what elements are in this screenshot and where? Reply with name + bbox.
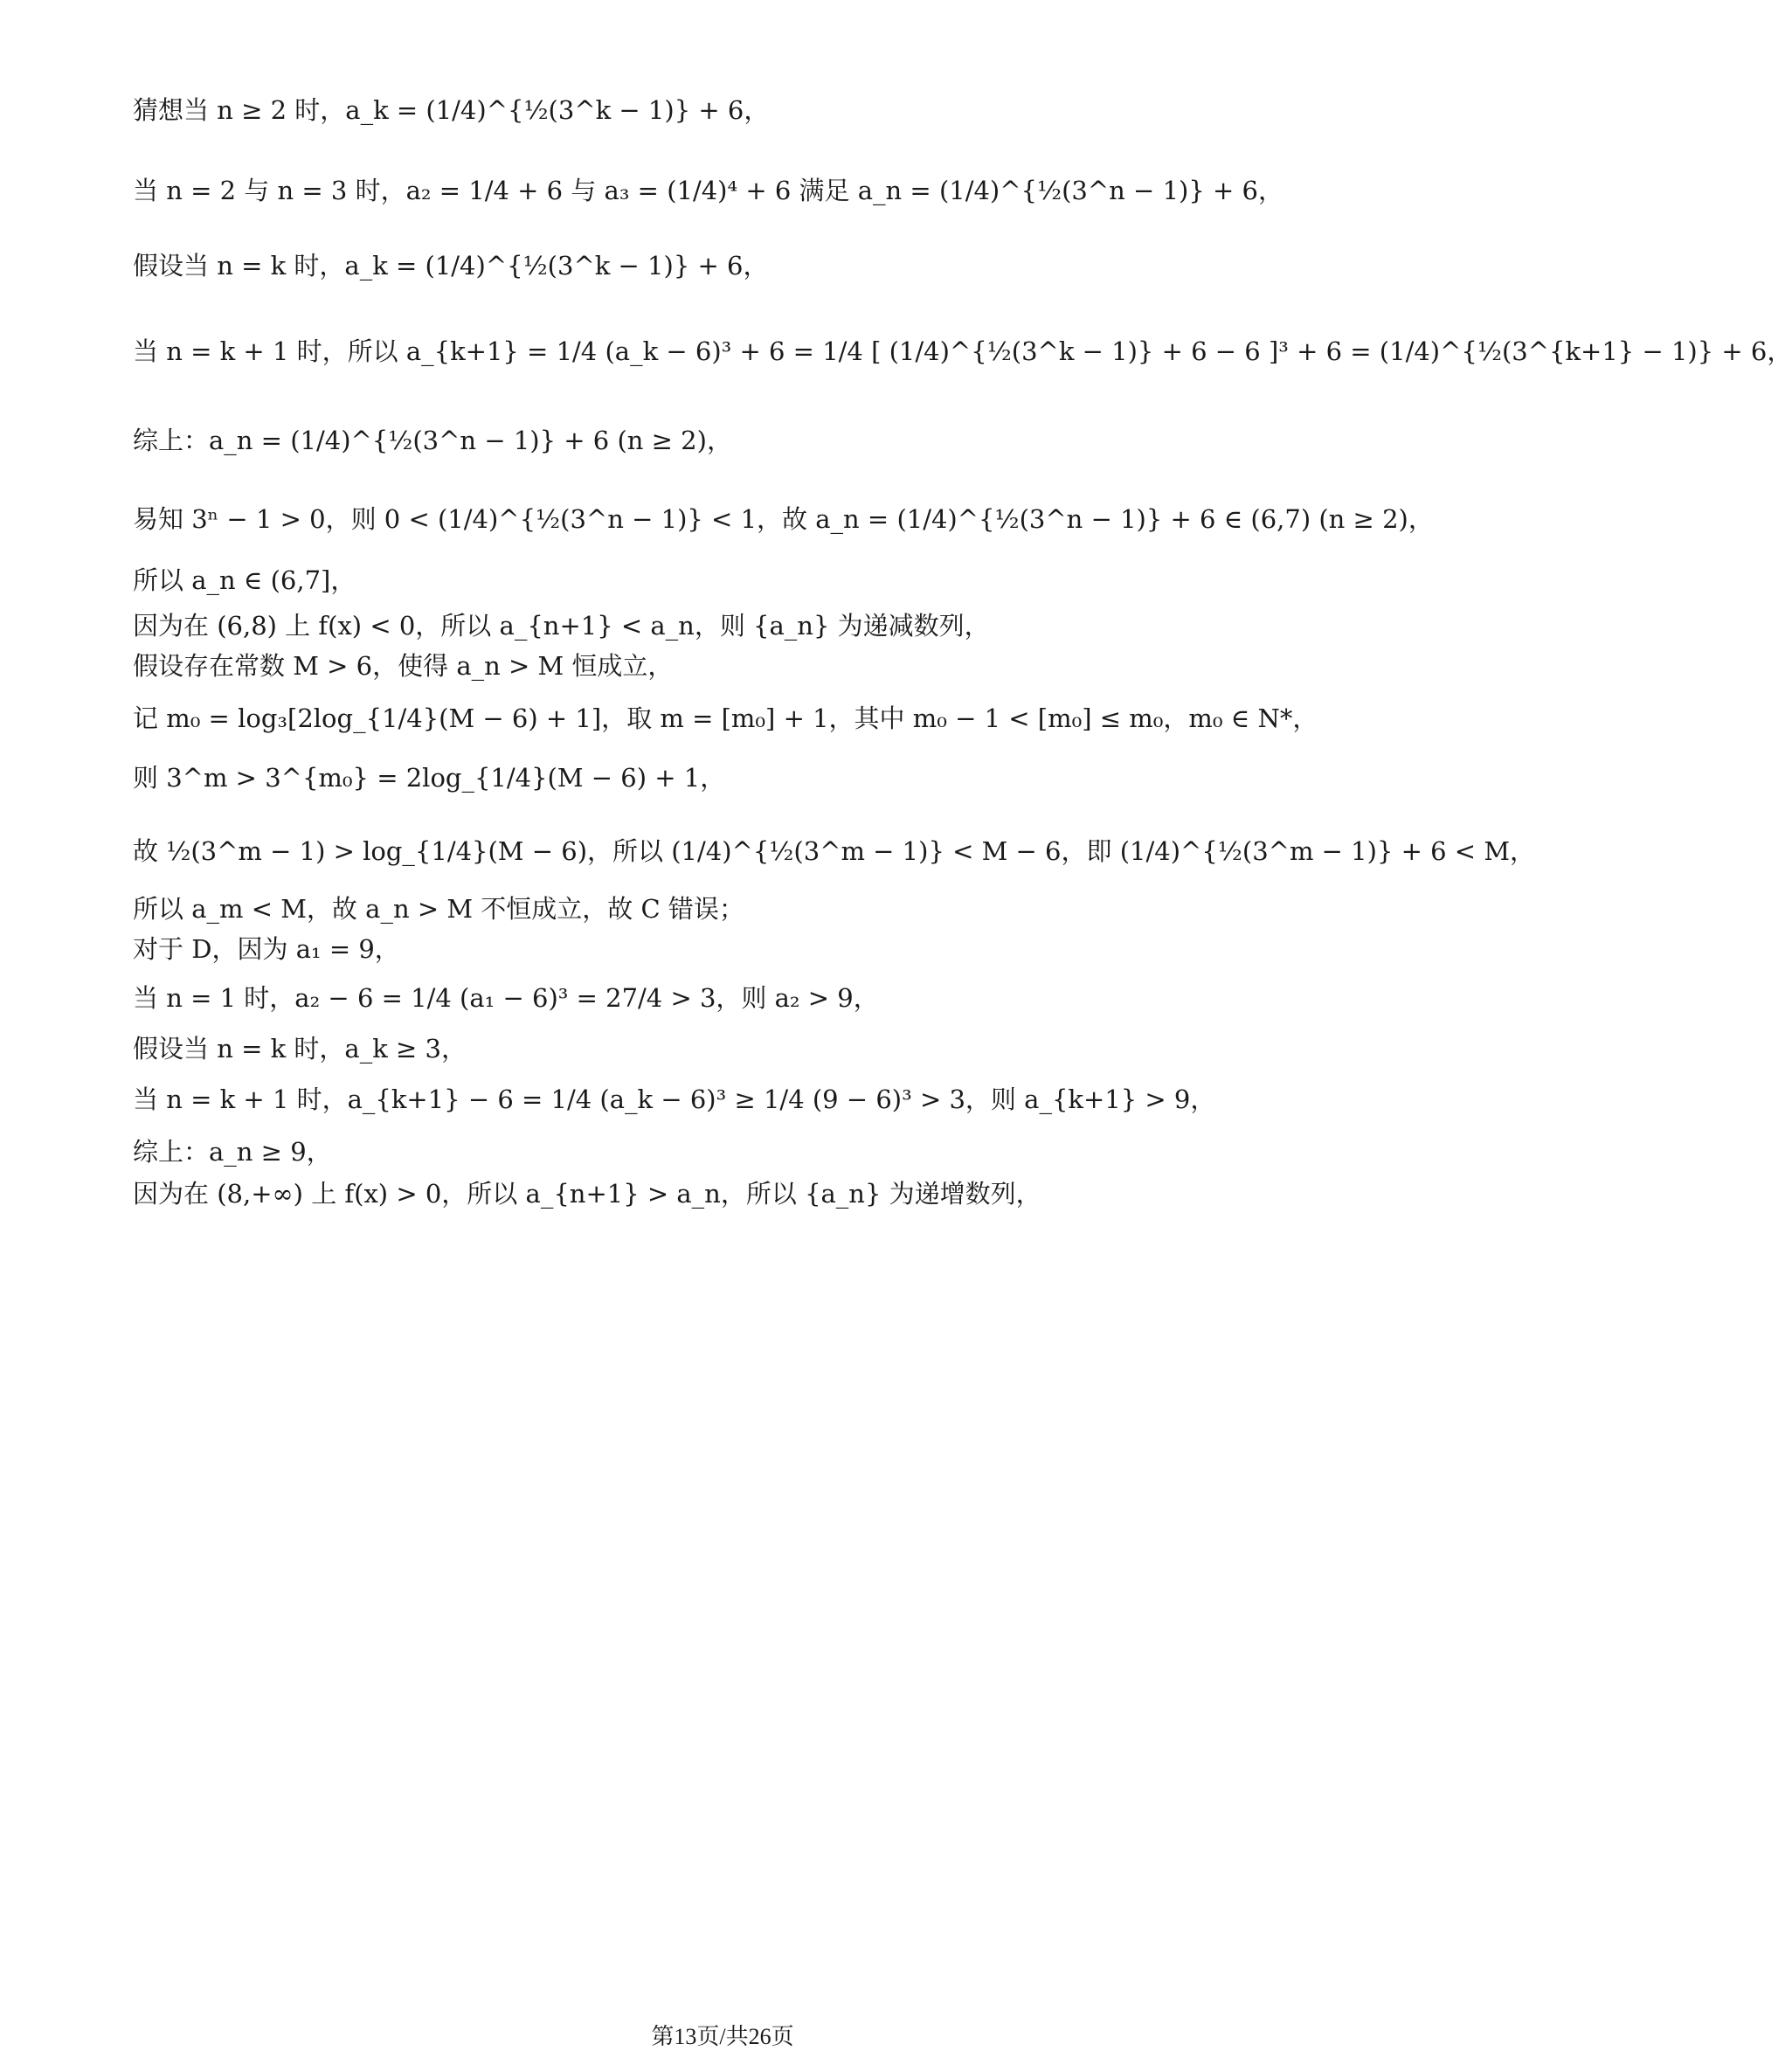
text-line-12: 故 ½(3^m − 1) > log_{1/4}(M − 6)，所以 (1/4)^{½(3^m − 1)} < M − 6，即 (1/4)^{½(3^m − 1)} + 6 < M， xyxy=(133,836,1536,866)
text-line-13: 所以 a_m < M，故 a_n > M 不恒成立，故 C 错误； xyxy=(133,894,744,924)
text-line-3: 假设当 n = k 时，a_k = (1/4)^{½(3^k − 1)} + 6， xyxy=(133,251,769,281)
text-line-4: 当 n = k + 1 时，所以 a_{k+1} = 1/4 (a_k − 6)³ + 6 = 1/4 [ (1/4)^{½(3^k − 1)} + 6 − 6 ]³ + 6 = (1/4)^{½(3^{k+1} − 1)} + 6， xyxy=(133,336,1792,366)
text-line-8: 因为在 (6,8) 上 f(x) < 0，所以 a_{n+1} < a_n，则 {a_n} 为递减数列， xyxy=(133,611,990,641)
text-line-10: 记 m₀ = log₃[2log_{1/4}(M − 6) + 1]，取 m = [m₀] + 1，其中 m₀ − 1 < [m₀] ≤ m₀，m₀ ∈ N*， xyxy=(133,703,1318,733)
text-line-19: 因为在 (8,+∞) 上 f(x) > 0，所以 a_{n+1} > a_n，所以 {a_n} 为递增数列， xyxy=(133,1179,1041,1209)
text-line-9: 假设存在常数 M > 6，使得 a_n > M 恒成立， xyxy=(133,651,674,681)
page-footer: 第13页/共26页 xyxy=(651,2024,794,2049)
text-line-1: 猜想当 n ≥ 2 时，a_k = (1/4)^{½(3^k − 1)} + 6， xyxy=(133,95,770,125)
text-line-2: 当 n = 2 与 n = 3 时，a₂ = 1/4 + 6 与 a₃ = (1/4)⁴ + 6 满足 a_n = (1/4)^{½(3^n − 1)} + 6， xyxy=(133,176,1283,205)
text-line-17: 当 n = k + 1 时，a_{k+1} − 6 = 1/4 (a_k − 6)³ ≥ 1/4 (9 − 6)³ > 3，则 a_{k+1} > 9， xyxy=(133,1084,1216,1114)
text-line-11: 则 3^m > 3^{m₀} = 2log_{1/4}(M − 6) + 1， xyxy=(133,763,726,793)
text-line-5: 综上：a_n = (1/4)^{½(3^n − 1)} + 6 (n ≥ 2)， xyxy=(133,426,732,455)
text-line-14: 对于 D，因为 a₁ = 9， xyxy=(133,934,400,964)
text-line-6: 易知 3ⁿ − 1 > 0，则 0 < (1/4)^{½(3^n − 1)} < 1，故 a_n = (1/4)^{½(3^n − 1)} + 6 ∈ (6,7) (n ≥ 2)， xyxy=(133,504,1434,534)
text-line-7: 所以 a_n ∈ (6,7]， xyxy=(133,565,356,595)
text-line-18: 综上：a_n ≥ 9， xyxy=(133,1137,332,1167)
text-line-16: 假设当 n = k 时，a_k ≥ 3， xyxy=(133,1034,467,1064)
text-line-15: 当 n = 1 时，a₂ − 6 = 1/4 (a₁ − 6)³ = 27/4 > 3，则 a₂ > 9， xyxy=(133,983,879,1013)
